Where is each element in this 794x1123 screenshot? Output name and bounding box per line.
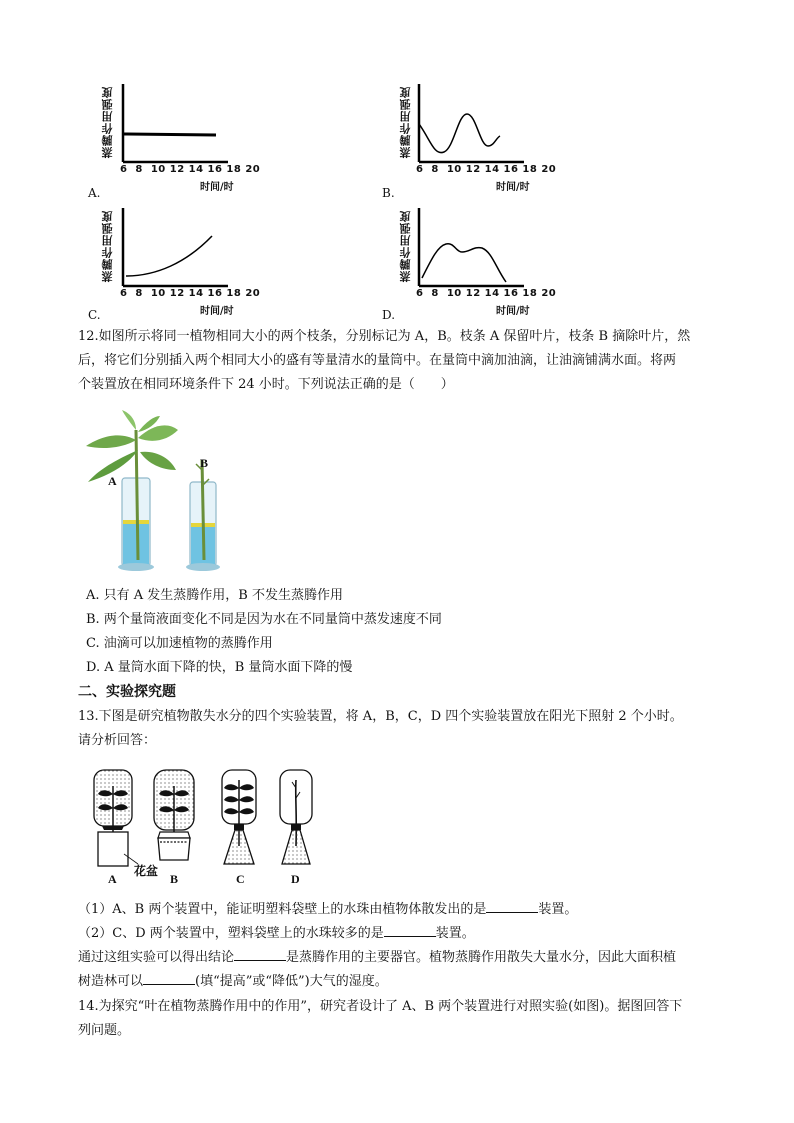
graph-b [382, 84, 557, 194]
q13-stem-line1: 13.下图是研究植物散失水分的四个实验装置，将 A，B，C，D 四个实验装置放在阳光下照射 2 个小时。 [78, 709, 683, 724]
q12-stem-line2: 后，将它们分别插入两个相同大小的盛有等量清水的量筒中。在量筒中滴加油滴，让油滴铺满水面。将两 [78, 353, 677, 368]
q13-stem-line2: 请分析回答： [78, 733, 157, 748]
q13-sub1-text: （1）A、B 两个装置中，能证明塑料袋壁上的水珠由植物体散发出的是 [78, 902, 487, 917]
q13-label-c: C [236, 872, 245, 886]
q13-conclusion-blank[interactable] [234, 946, 286, 961]
graph-d-ylabel: 蒸腾作用强度 [399, 210, 412, 282]
section-2-title: 二、实验探究题 [78, 684, 176, 700]
graph-b-label: B. [382, 186, 395, 200]
q13-sub1-suffix: 装置。 [538, 902, 578, 917]
q13-figure [88, 766, 328, 891]
q13-label-d: D [291, 872, 300, 886]
graph-c-xunit: 时间/时 [200, 306, 234, 317]
q13-sub1 [78, 898, 577, 922]
q13-sub2-blank[interactable] [384, 922, 436, 937]
q14-stem-line1: 14.为探究“叶在植物蒸腾作用中的作用”，研究者设计了 A、B 两个装置进行对照实验(如图)。据图回答下 [78, 999, 683, 1014]
graph-c-xticks: 6 8 10 12 14 16 18 20 [120, 288, 261, 299]
q12-stem-line3: 个装置放在相同环境条件下 24 小时。下列说法正确的是（ ） [78, 377, 454, 392]
q13-conclusion [78, 946, 676, 970]
q12-option-a[interactable]: A. 只有 A 发生蒸腾作用，B 不发生蒸腾作用 [86, 588, 343, 603]
graph-c-label: C. [88, 308, 101, 322]
q13-label-a: A [108, 872, 117, 886]
q12-label-a: A [108, 474, 117, 488]
graph-b-xunit: 时间/时 [496, 182, 530, 193]
graph-a [86, 84, 261, 194]
q13-conclusion2-blank[interactable] [143, 970, 195, 985]
q13-label-b: B [170, 872, 179, 886]
q13-conclusion-mid: 是蒸腾作用的主要器官。植物蒸腾作用散失大量水分，因此大面积植 [286, 950, 677, 965]
graph-c-ylabel: 蒸腾作用强度 [101, 210, 114, 282]
graph-a-label: A. [88, 186, 101, 200]
q12-figure [78, 410, 238, 575]
q12-stem-line1: 12.如图所示将同一植物相同大小的两个枝条，分别标记为 A，B。枝条 A 保留叶片，枝条 B 摘除叶片，然 [78, 329, 691, 344]
q12-label-b: B [200, 456, 209, 470]
q13-sub2-suffix: 装置。 [435, 926, 475, 941]
q13-sub2-text: （2）C、D 两个装置中，塑料袋壁上的水珠较多的是 [78, 926, 384, 941]
q12-figure-drawing [78, 410, 238, 575]
q13-conclusion-2 [78, 970, 388, 994]
graph-d-label: D. [382, 308, 396, 322]
q13-sub1-blank[interactable] [486, 898, 538, 913]
graph-a-xticks: 6 8 10 12 14 16 18 20 [120, 164, 261, 175]
q12-option-c[interactable]: C. 油滴可以加速植物的蒸腾作用 [86, 636, 273, 651]
q12-option-d[interactable]: D. A 量筒水面下降的快，B 量筒水面下降的慢 [86, 660, 353, 675]
q13-conclusion2-text: 树造林可以 [78, 974, 144, 989]
q14-stem-line2: 列问题。 [78, 1023, 131, 1038]
q13-pot-label: 花盆 [134, 864, 159, 878]
graph-d-xunit: 时间/时 [496, 306, 530, 317]
q13-conclusion2-suffix: (填“提高”或“降低”)大气的湿度。 [195, 974, 388, 989]
graph-d-xticks: 6 8 10 12 14 16 18 20 [416, 288, 557, 299]
graph-c [86, 208, 261, 318]
q13-conclusion-text: 通过这组实验可以得出结论 [78, 950, 235, 965]
graph-d [382, 208, 557, 318]
graph-b-ylabel: 蒸腾作用强度 [399, 86, 412, 158]
graph-b-xticks: 6 8 10 12 14 16 18 20 [416, 164, 557, 175]
q12-option-b[interactable]: B. 两个量筒液面变化不同是因为水在不同量筒中蒸发速度不同 [86, 612, 442, 627]
graph-a-xunit: 时间/时 [200, 182, 234, 193]
graph-a-ylabel: 蒸腾作用强度 [101, 86, 114, 158]
q13-sub2 [78, 922, 475, 946]
